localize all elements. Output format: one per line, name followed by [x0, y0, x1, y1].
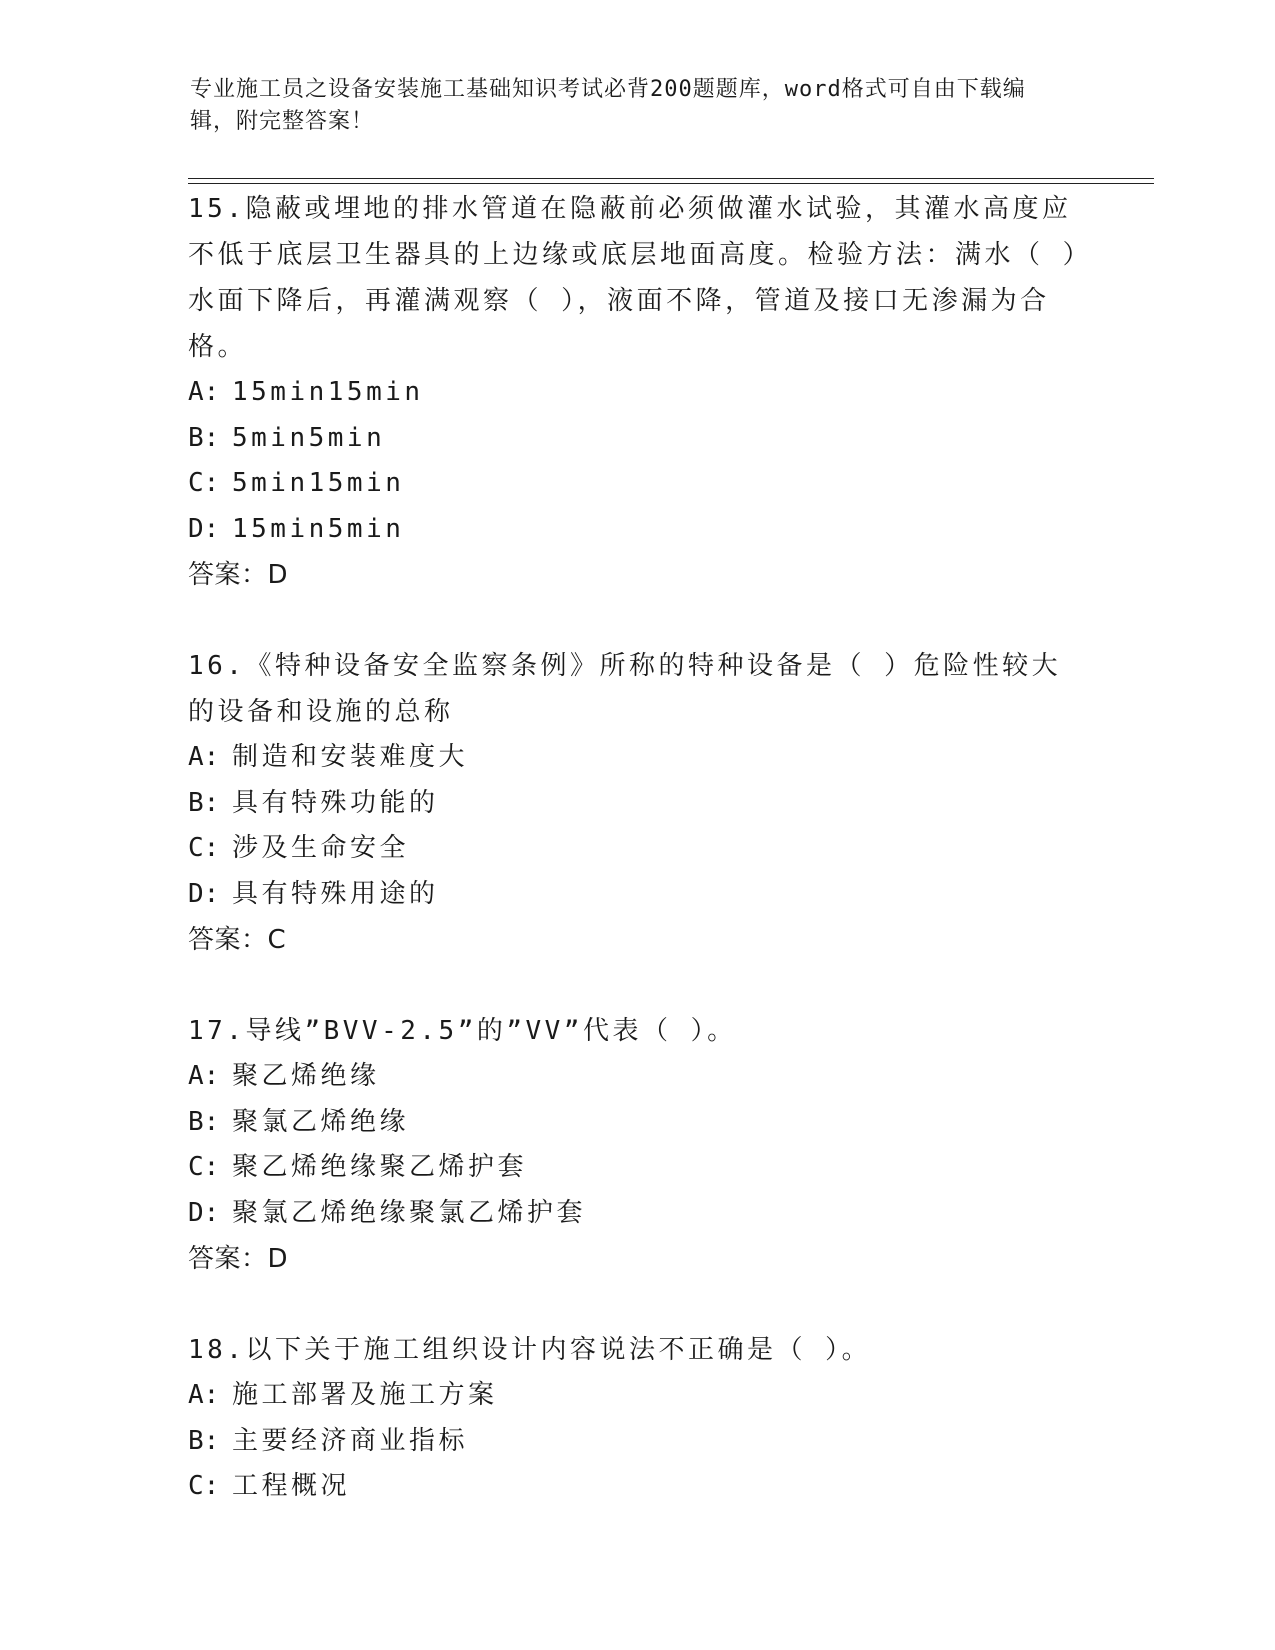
question-body: 《特种设备安全监察条例》所称的特种设备是（ ）危险性较大的设备和设施的总称 [188, 651, 1062, 727]
option-c [188, 1145, 1088, 1191]
option-d [188, 872, 1088, 918]
question-text [188, 643, 1088, 735]
question-18 [188, 1327, 1088, 1510]
option-text: 5min5min [232, 422, 386, 453]
option-text: 聚乙烯绝缘 [232, 1061, 380, 1091]
question-body: 隐蔽或埋地的排水管道在隐蔽前必须做灌水试验，其灌水高度应不低于底层卫生器具的上边缘或底层地面高度。检验方法：满水（ ）水面下降后，再灌满观察（ ），液面不降，管道及接口无渗漏为合格。 [188, 194, 1080, 362]
question-15 [188, 186, 1088, 598]
option-key: B: [188, 787, 220, 818]
option-key: A: [188, 742, 220, 772]
answer: 答案：C [188, 925, 287, 955]
option-key: A: [188, 1380, 220, 1410]
answer: 答案：D [188, 560, 289, 590]
option-text: 具有特殊功能的 [232, 787, 439, 818]
option-key: C: [188, 833, 220, 863]
page-header: 专业施工员之设备安装施工基础知识考试必背200题题库，word格式可自由下载编辑，附完整答案！ [190, 77, 1026, 134]
option-text: 聚氯乙烯绝缘 [232, 1106, 410, 1137]
option-key: D: [188, 878, 220, 909]
option-a [188, 735, 1088, 781]
option-key: C: [188, 468, 220, 498]
question-body: 导线”BVV-2.5”的”VV”代表（ ）。 [245, 1016, 737, 1046]
option-b [188, 781, 1088, 827]
question-17 [188, 1008, 1088, 1282]
option-key: D: [188, 1197, 220, 1228]
option-a [188, 1373, 1088, 1419]
option-key: A: [188, 377, 220, 407]
option-text: 施工部署及施工方案 [232, 1380, 498, 1410]
option-b [188, 1419, 1088, 1465]
header-rule-top [188, 178, 1154, 179]
option-key: C: [188, 1152, 220, 1182]
option-key: B: [188, 422, 220, 453]
question-number: 15. [188, 194, 246, 224]
question-text [188, 1327, 1088, 1373]
question-body: 以下关于施工组织设计内容说法不正确是（ ）。 [245, 1335, 872, 1365]
option-a [188, 1054, 1088, 1100]
option-d [188, 1191, 1088, 1237]
option-c [188, 461, 1088, 507]
option-text: 涉及生命安全 [232, 833, 410, 863]
option-d [188, 507, 1088, 553]
header-rule-bottom [188, 183, 1154, 184]
option-key: B: [188, 1425, 220, 1456]
option-b [188, 416, 1088, 462]
question-number: 17. [188, 1016, 246, 1046]
question-16 [188, 643, 1088, 963]
option-text: 5min15min [232, 468, 405, 498]
option-key: B: [188, 1106, 220, 1137]
option-text: 15min15min [232, 377, 424, 407]
question-number: 16. [188, 651, 246, 681]
option-text: 聚乙烯绝缘聚乙烯护套 [232, 1152, 528, 1182]
question-number: 18. [188, 1335, 246, 1365]
option-key: A: [188, 1061, 220, 1091]
question-list [188, 186, 1088, 1555]
question-text [188, 1008, 1088, 1054]
option-a [188, 370, 1088, 416]
answer: 答案：D [188, 1244, 289, 1274]
option-text: 15min5min [232, 513, 405, 544]
option-text: 主要经济商业指标 [232, 1425, 469, 1456]
option-text: 具有特殊用途的 [232, 878, 439, 909]
option-text: 工程概况 [232, 1471, 351, 1501]
question-text [188, 186, 1088, 370]
option-c [188, 826, 1088, 872]
option-key: C: [188, 1471, 220, 1501]
option-c [188, 1464, 1088, 1510]
option-b [188, 1100, 1088, 1146]
option-text: 制造和安装难度大 [232, 742, 469, 772]
option-key: D: [188, 513, 220, 544]
option-text: 聚氯乙烯绝缘聚氯乙烯护套 [232, 1197, 587, 1228]
